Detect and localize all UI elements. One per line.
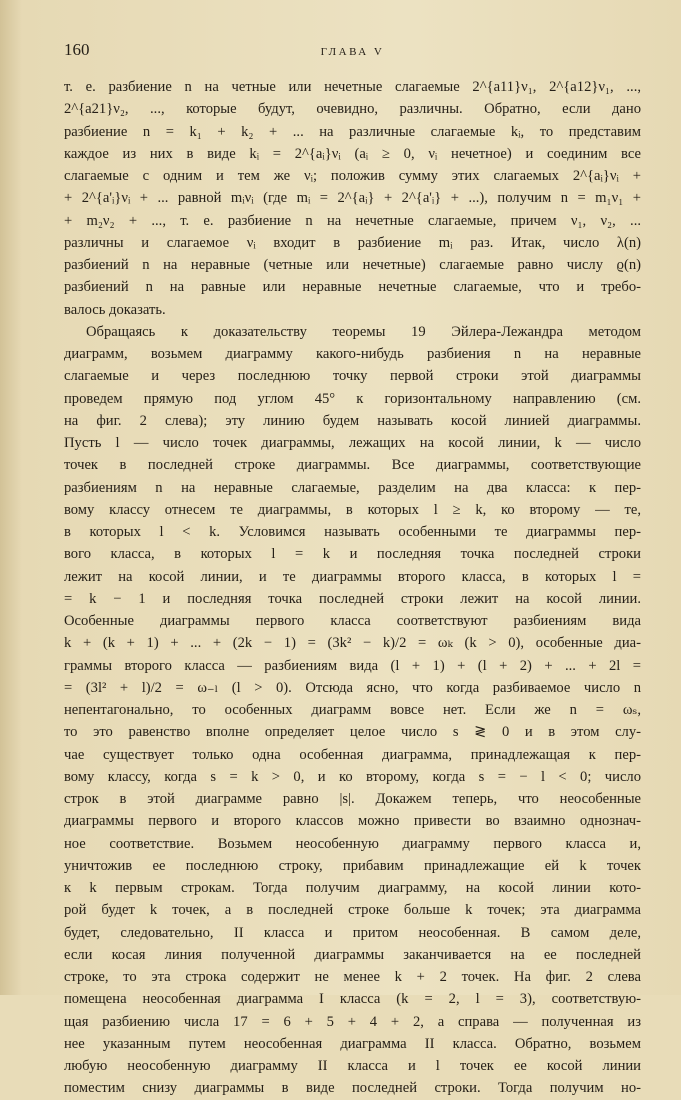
page-header	[64, 40, 641, 70]
text-line: Пусть l — число точек диаграммы, лежащих на косой линии, k — число	[64, 435, 641, 451]
text-line: = k − 1 и последняя точка последней строки лежит на косой линии.	[64, 590, 641, 607]
text-line: поместим снизу диаграммы в виде последней строки. Тогда получим но-	[64, 1080, 641, 1097]
text-line: если косая линия полученной диаграммы заканчивается на ее последней	[64, 946, 641, 963]
text-line: будет, следовательно, II класса и притом неособенная. В самом деле,	[64, 924, 641, 941]
body-text	[64, 76, 641, 1100]
text-line: разбиениям n на неравные слагаемые, разделим на два класса: к пер-	[64, 479, 641, 496]
text-line: строке, то эта строка содержит не менее k + 2 точек. На фиг. 2 слева	[64, 969, 641, 985]
text-line: вого класса, в которых l = k и последняя точка последней строки	[64, 546, 641, 563]
text-line: разбиений n на равные или неравные нечетные слагаемые, что и требо-	[64, 279, 641, 296]
text-line: чае существует только одна особенная диаграмма, принадлежащая к пер-	[64, 746, 641, 763]
text-line: помещена неособенная диаграмма I класса (k = 2, l = 3), соответствую-	[64, 991, 641, 1008]
text-line: на фиг. 2 слева); эту линию будем называть косой линией диаграммы.	[64, 412, 641, 429]
text-line: нее указанным путем неособенная диаграмма II класса. Обратно, возьмем	[64, 1035, 641, 1052]
text-line: то это равенство вполне определяет целое число s ≷ 0 и в этом слу-	[64, 724, 641, 741]
text-line: любую неособенную диаграмму II класса и l точек ее косой линии	[64, 1058, 641, 1074]
text-line: строк в этой диаграмме равно |s|. Докажем теперь, что неособенные	[64, 791, 641, 807]
page-number: 160	[64, 40, 90, 59]
text-line: различны и слагаемое νᵢ входит в разбиение mᵢ раз. Итак, число λ(n)	[64, 234, 641, 251]
text-line: 2^{a21}ν₂, ..., которые будут, очевидно, различны. Обратно, если дано	[64, 101, 641, 118]
text-line: лежит на косой линии, и те диаграммы второго класса, в которых l =	[64, 568, 641, 585]
text-line: диаграммы первого и второго классов можно привести во взаимно однознач-	[64, 813, 641, 830]
text-line: + m₂ν₂ + ..., т. е. разбиение n на нечетные слагаемые, причем ν₁, ν₂, ...	[64, 212, 641, 229]
text-line: диаграмм, возьмем диаграмму какого-нибудь разбиения n на неравные	[64, 346, 641, 362]
text-line: к k первым строкам. Тогда получим диаграмму, на косой линии кото-	[64, 880, 641, 896]
text-line: уничтожив ее последнюю строку, прибавим принадлежащие ей k точек	[64, 857, 641, 874]
text-line: проведем прямую под углом 45° к горизонтальному направлению (см.	[64, 390, 641, 407]
text-line: каждое из них в виде kᵢ = 2^{aᵢ}νᵢ (aᵢ ≥ 0, νᵢ нечетное) и соединим все	[64, 145, 641, 162]
text-line: вому классу, когда s = k > 0, и ко второму, когда s = − l < 0; число	[64, 768, 641, 785]
text-line: k + (k + 1) + ... + (2k − 1) = (3k² − k)/2 = ωₖ (k > 0), особенные диа-	[64, 635, 641, 652]
text-line: валось доказать.	[64, 301, 166, 318]
text-line: в которых l < k. Условимся называть особенными те диаграммы пер-	[64, 524, 641, 540]
text-line: т. е. разбиение n на четные или нечетные слагаемые 2^{a11}ν₁, 2^{a12}ν₁, ...,	[64, 79, 641, 95]
text-line: Обращаясь к доказательству теоремы 19 Эйлера-Лежандра методом	[86, 323, 641, 340]
text-line: щая разбиению числа 17 = 6 + 5 + 4 + 2, а справа — полученная из	[64, 1013, 641, 1030]
text-line: = (3l² + l)/2 = ω₋ₗ (l > 0). Отсюда ясно, что когда разбиваемое число n	[64, 679, 641, 696]
text-line: + 2^{a'ᵢ}νᵢ + ... равной mᵢνᵢ (где mᵢ = 2^{aᵢ} + 2^{a'ᵢ} + ...), получим n = m₁ν₁ +	[64, 190, 641, 207]
text-line: граммы второго класса — разбиениям вида (l + 1) + (l + 2) + ... + 2l =	[64, 657, 641, 674]
running-head: ГЛАВА V	[320, 46, 385, 58]
text-line: слагаемые с одним и тем же νᵢ; положив сумму этих слагаемых 2^{aᵢ}νᵢ +	[64, 168, 641, 184]
text-line: разбиений n на неравные (четные или нечетные) слагаемые равно числу ϱ(n)	[64, 257, 641, 273]
text-line: слагаемые и через последнюю точку первой строки этой диаграммы	[64, 368, 641, 385]
text-line: разбиение n = k₁ + k₂ + ... на различные слагаемые kᵢ, то представим	[64, 123, 641, 140]
text-line: непентагонально, то особенных диаграмм вовсе нет. Если же n = ωₛ,	[64, 702, 641, 718]
text-line: вому классу отнесем те диаграммы, в которых l ≥ k, ко второму — те,	[64, 501, 641, 518]
text-line: Особенные диаграммы первого класса соответствуют разбиениям вида	[64, 613, 641, 629]
text-line: ное соответствие. Возьмем неособенную диаграмму первого класса и,	[64, 835, 641, 852]
text-line: точек в последней строке диаграммы. Все диаграммы, соответствующие	[64, 457, 641, 474]
text-line: рой будет k точек, а в последней строке больше k точек; эта диаграмма	[64, 902, 641, 919]
